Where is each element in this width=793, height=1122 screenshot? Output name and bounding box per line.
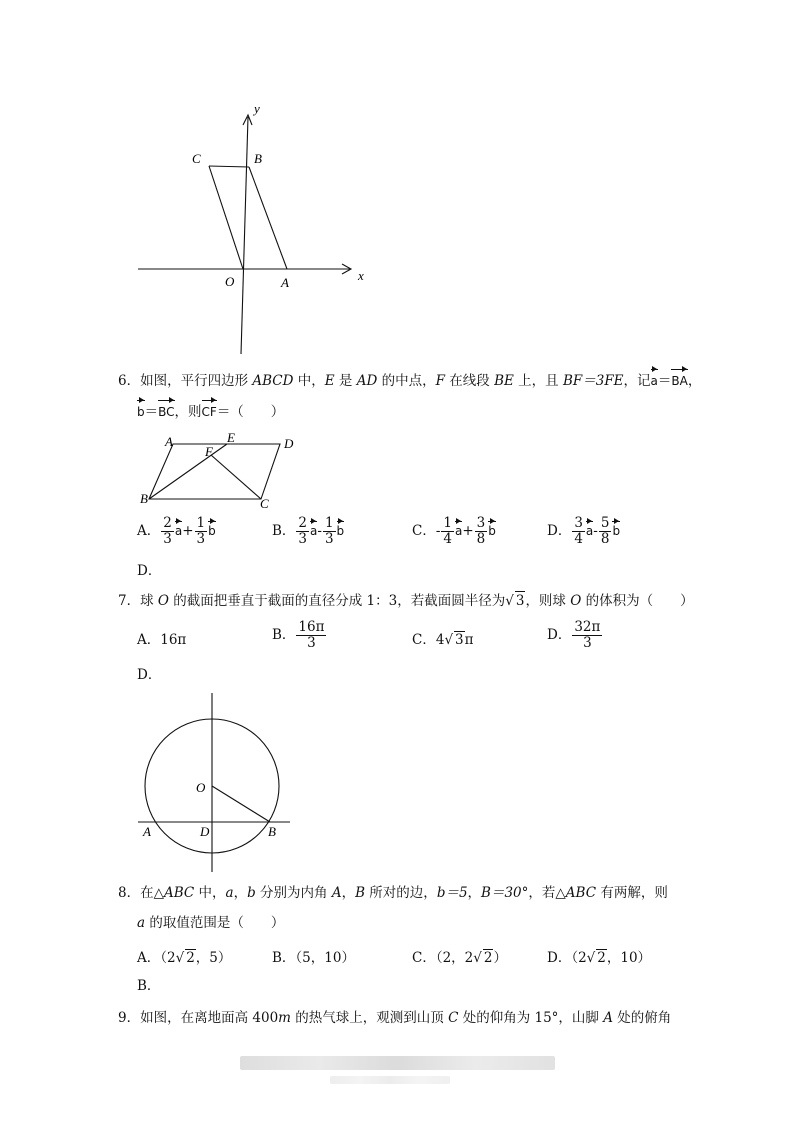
label-C: C — [260, 496, 269, 511]
q8-line1: 8．在△ABC 中，a，b 分别为内角 A，B 所对的边，b＝5，B＝30°，若△ABC 有两解，则 — [118, 885, 668, 901]
label-O: O — [225, 274, 235, 289]
q7-line1: 7．球 O 的截面把垂直于截面的直径分成 1：3，若截面圆半径为√ 3，则球 O 的体积为（ ） — [118, 593, 694, 609]
label-y: y — [254, 101, 260, 116]
blurred-watermark — [240, 1056, 555, 1070]
q6-line2: b＝BC，则CF＝（ ） — [137, 404, 285, 420]
q8-option-C[interactable]: C．（2，2√ 2） — [412, 950, 507, 966]
q7-answer: D． — [137, 667, 162, 683]
q9-number: 9． — [118, 1010, 141, 1026]
q8-option-D[interactable]: D．（2√ 2，10） — [547, 950, 652, 966]
q7-option-C[interactable]: C．4√ 3π — [412, 632, 474, 648]
vector-BC: BC — [158, 405, 175, 419]
label-F: F — [205, 444, 213, 459]
y-axis — [241, 117, 248, 354]
q6-number: 6． — [118, 373, 141, 389]
q8-option-A[interactable]: A．（2√ 2，5） — [137, 950, 232, 966]
q6-answer: D． — [137, 563, 162, 579]
label-B: B — [268, 824, 276, 839]
label-E: E — [227, 430, 235, 445]
vector-b: b — [137, 405, 145, 419]
side-OC — [209, 166, 243, 269]
label-A: A — [281, 275, 289, 290]
side-BA — [249, 167, 287, 269]
q6-option-C[interactable]: C．- $\frac{1}{4}$ a+ $\frac{3}{8}$ b — [412, 515, 496, 547]
label-O: O — [196, 780, 206, 795]
vector-a: a — [650, 374, 658, 388]
q6-option-B[interactable]: B． $\frac{2}{3}$ a- $\frac{1}{3}$ b — [272, 515, 345, 547]
sphere-section-figure — [135, 690, 295, 875]
q7-option-D[interactable]: D． $\frac{32\pi}{3}$ — [547, 619, 601, 651]
segment-FC — [211, 455, 261, 499]
q6-option-A[interactable]: A． $\frac{2}{3}$ a+ $\frac{1}{3}$ b — [137, 515, 216, 547]
q7-number: 7． — [118, 593, 141, 609]
label-C: C — [192, 151, 201, 166]
side-CB — [209, 166, 249, 167]
coordinate-figure — [130, 95, 380, 360]
label-B: B — [254, 151, 262, 166]
q6-option-D[interactable]: D． $\frac{3}{4}$ a- $\frac{5}{8}$ b — [547, 515, 621, 547]
label-B: B — [140, 491, 148, 506]
q8-answer: B． — [137, 978, 161, 994]
q9-line1: 9．如图，在离地面高 400m 的热气球上，观测到山顶 C 处的仰角为 15°，山脚 A 处的俯角 — [118, 1010, 672, 1026]
vector-CF: CF — [201, 405, 217, 419]
label-D: D — [200, 824, 210, 839]
label-x: x — [358, 268, 364, 283]
parallelogram-figure — [135, 428, 315, 513]
label-A: A — [143, 824, 151, 839]
q8-line2: a 的取值范围是（ ） — [137, 915, 285, 931]
radius-OB — [212, 786, 270, 822]
q8-option-B[interactable]: B．（5，10） — [272, 950, 355, 966]
q8-number: 8． — [118, 885, 141, 901]
q7-option-A[interactable]: A．16π — [137, 632, 187, 648]
q6-line1: 6．如图，平行四边形 ABCD 中，E 是 AD 的中点，F 在线段 BE 上，且 BF＝3FE，记a＝BA， — [118, 373, 702, 389]
blurred-watermark-sub — [330, 1076, 450, 1084]
vector-BA: BA — [671, 374, 688, 388]
q7-option-B[interactable]: B． $\frac{16\pi}{3}$ — [272, 619, 325, 651]
label-D: D — [284, 436, 294, 451]
label-A: A — [165, 434, 173, 449]
